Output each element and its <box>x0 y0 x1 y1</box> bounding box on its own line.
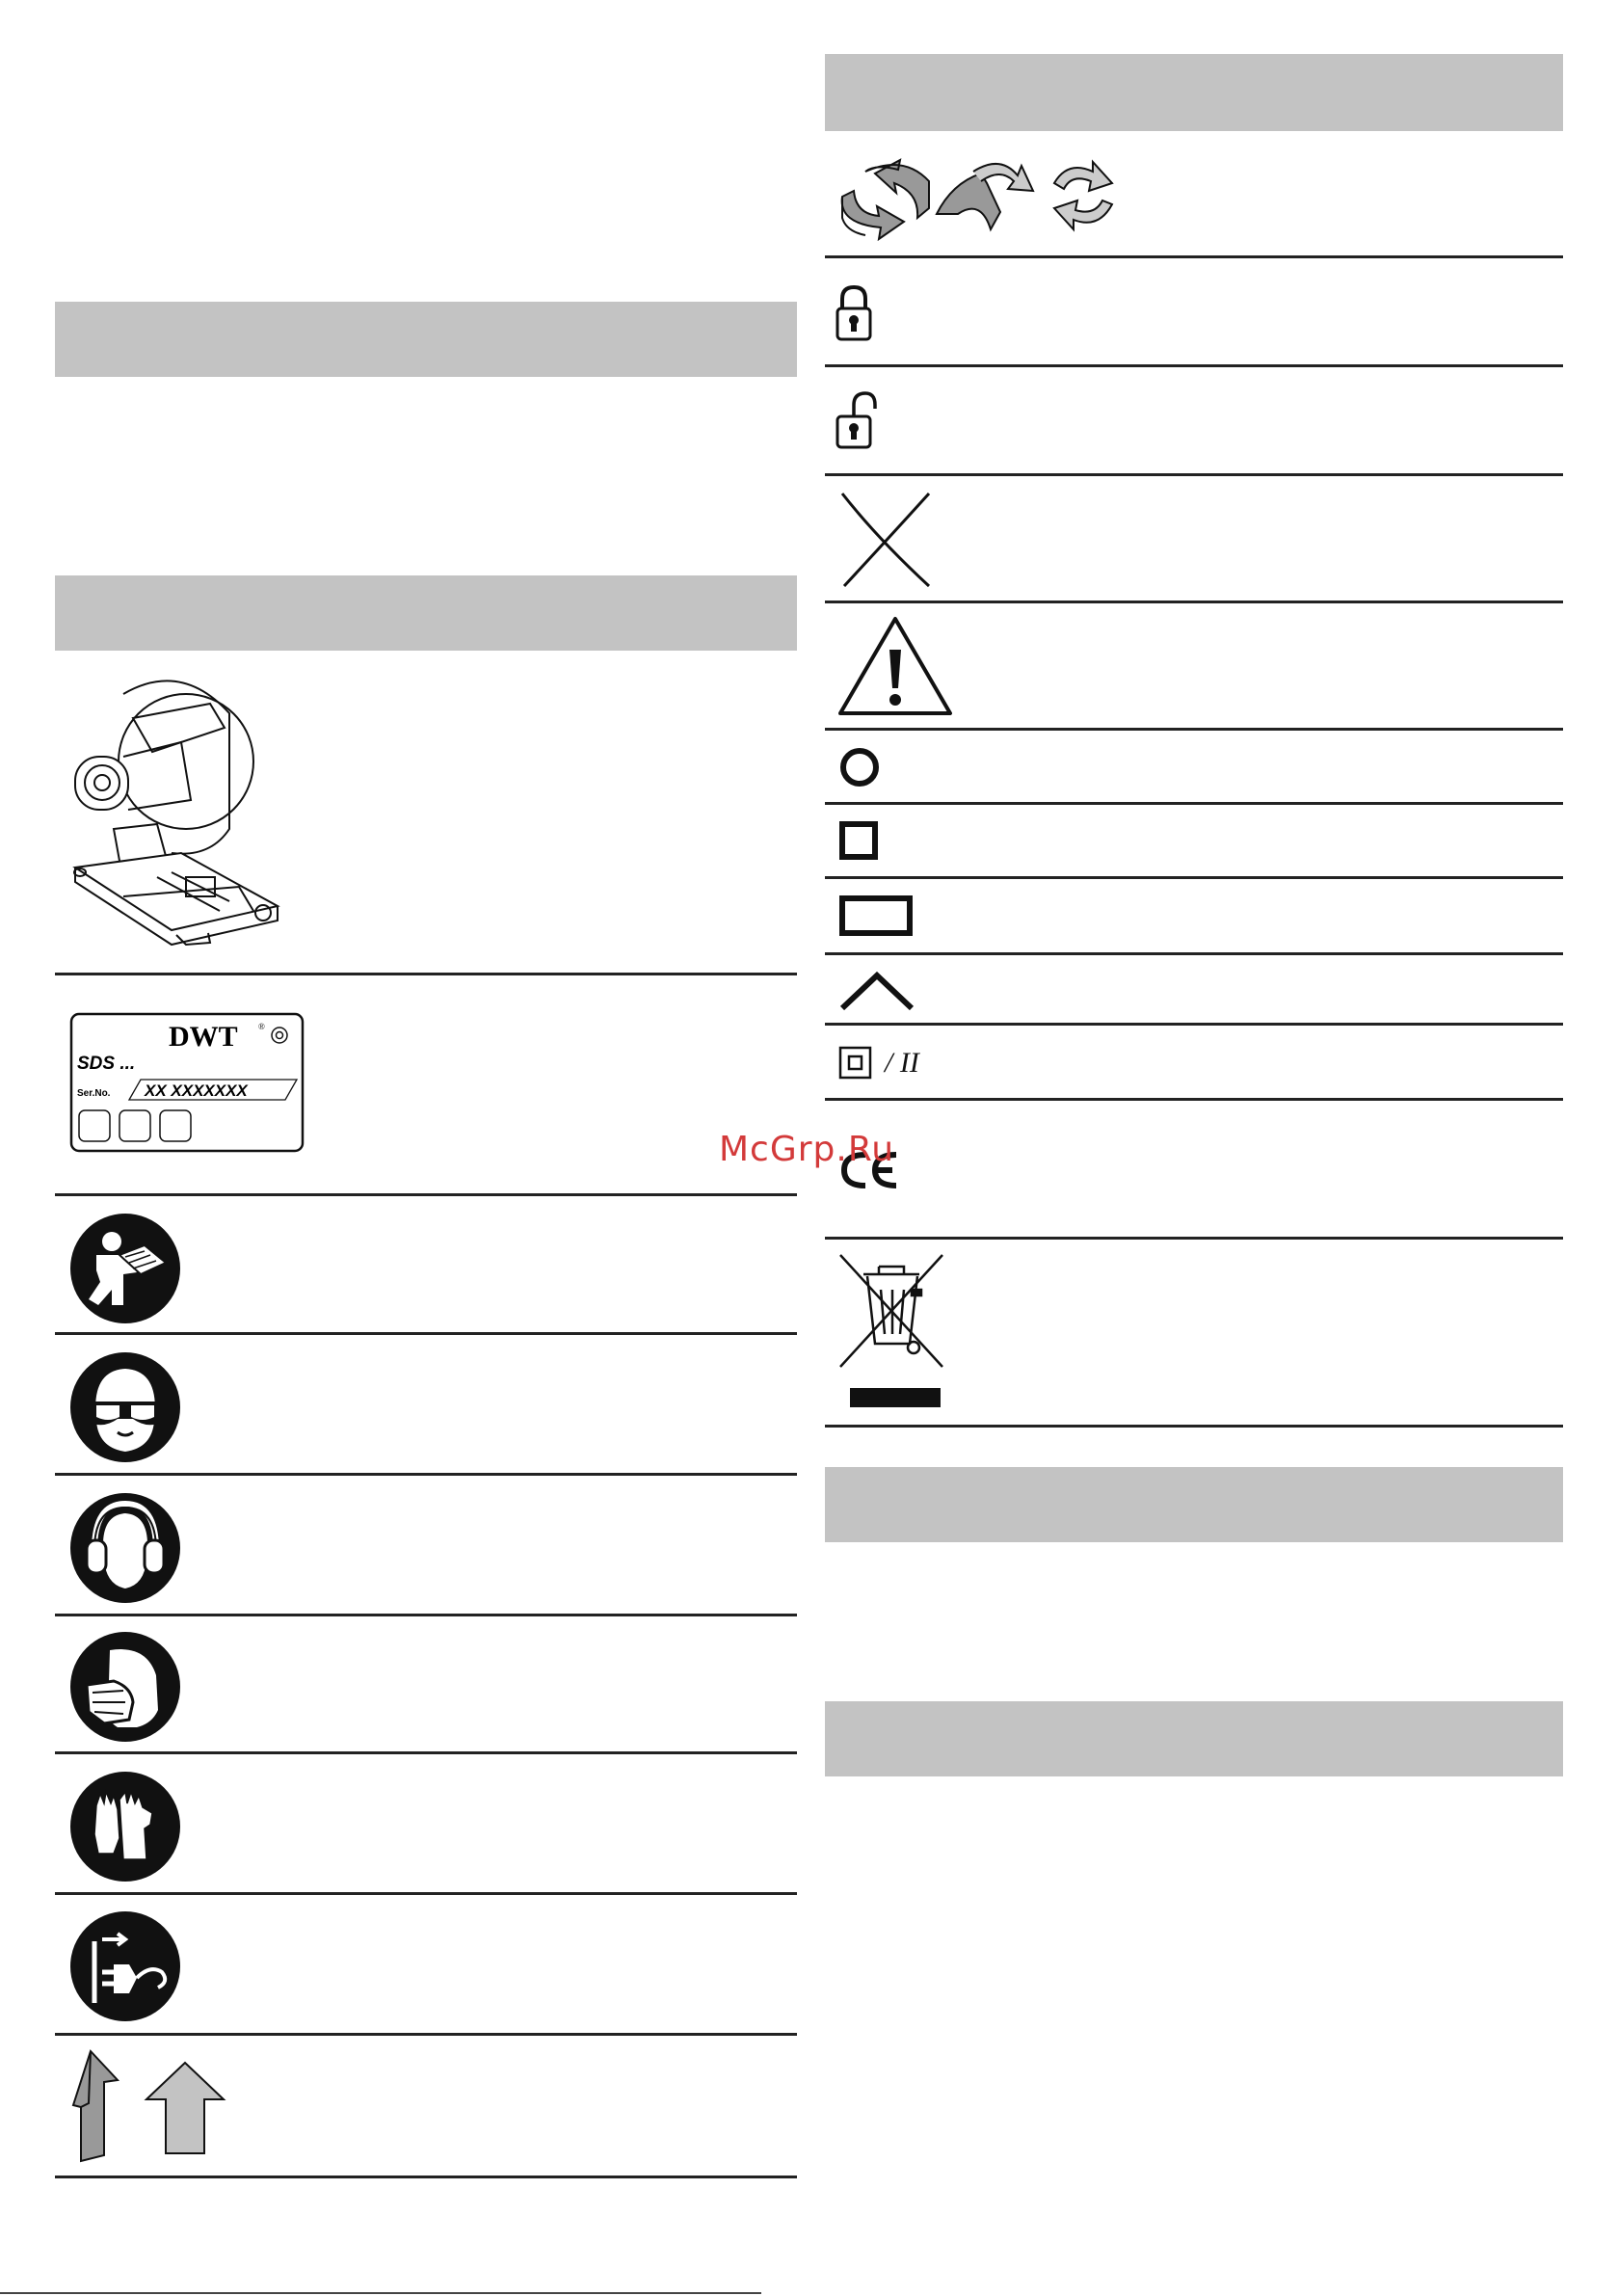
nameplate-serial-value: XX XXXXXXX <box>145 1081 248 1100</box>
eye-protection-icon <box>69 1351 181 1463</box>
watermark: McGrp.Ru <box>719 1130 895 1169</box>
nameplate-brand: DWT <box>169 1021 238 1053</box>
section-header-band-3 <box>825 54 1563 131</box>
section-header-band-1 <box>55 302 797 377</box>
unplug-icon <box>69 1910 181 2022</box>
lock-closed-icon <box>835 283 873 343</box>
divider-r4 <box>825 601 1563 603</box>
divider-r3 <box>825 473 1563 476</box>
circle-symbol-icon <box>838 746 881 788</box>
warning-triangle-icon <box>836 615 954 717</box>
double-insulation-icon <box>838 1046 873 1081</box>
protective-gloves-icon <box>69 1771 181 1882</box>
lift-arrow-icon <box>69 2047 233 2163</box>
divider-r1 <box>825 255 1563 258</box>
divider-r7 <box>825 876 1563 879</box>
divider-9 <box>55 2176 797 2178</box>
ear-protection-icon <box>69 1492 181 1604</box>
divider-r10 <box>825 1098 1563 1101</box>
chevron-up-icon <box>838 970 915 1012</box>
read-manual-icon <box>69 1213 181 1324</box>
divider-1 <box>55 973 797 975</box>
divider-r11 <box>825 1237 1563 1240</box>
divider-r9 <box>825 1023 1563 1026</box>
page-bottom-line <box>0 2292 761 2294</box>
divider-r5 <box>825 728 1563 731</box>
nameplate-registered: ® <box>258 1022 265 1031</box>
weee-bin-icon <box>835 1251 950 1413</box>
nameplate-icon <box>69 1012 305 1153</box>
nameplate-serial-label: Ser.No. <box>77 1088 111 1099</box>
rotation-arrows-icon <box>836 154 1145 241</box>
divider-7 <box>55 1892 797 1895</box>
nameplate-model: SDS ... <box>77 1054 136 1074</box>
divider-r8 <box>825 952 1563 955</box>
lock-open-icon <box>835 391 877 451</box>
section-header-band-4 <box>825 1467 1563 1542</box>
section-header-band-2 <box>55 575 797 651</box>
rectangle-symbol-icon <box>838 894 915 939</box>
divider-r2 <box>825 364 1563 367</box>
protection-class-label: / II <box>885 1047 919 1079</box>
divider-5 <box>55 1614 797 1616</box>
divider-6 <box>55 1751 797 1754</box>
divider-4 <box>55 1473 797 1476</box>
dust-mask-icon <box>69 1631 181 1743</box>
section-header-band-5 <box>825 1701 1563 1776</box>
divider-r6 <box>825 802 1563 805</box>
square-symbol-icon <box>838 820 881 863</box>
divider-8 <box>55 2033 797 2036</box>
divider-2 <box>55 1193 797 1196</box>
prohibited-cross-icon <box>838 490 935 590</box>
divider-r12 <box>825 1425 1563 1428</box>
divider-3 <box>55 1332 797 1335</box>
cut-off-saw-icon <box>66 665 287 954</box>
